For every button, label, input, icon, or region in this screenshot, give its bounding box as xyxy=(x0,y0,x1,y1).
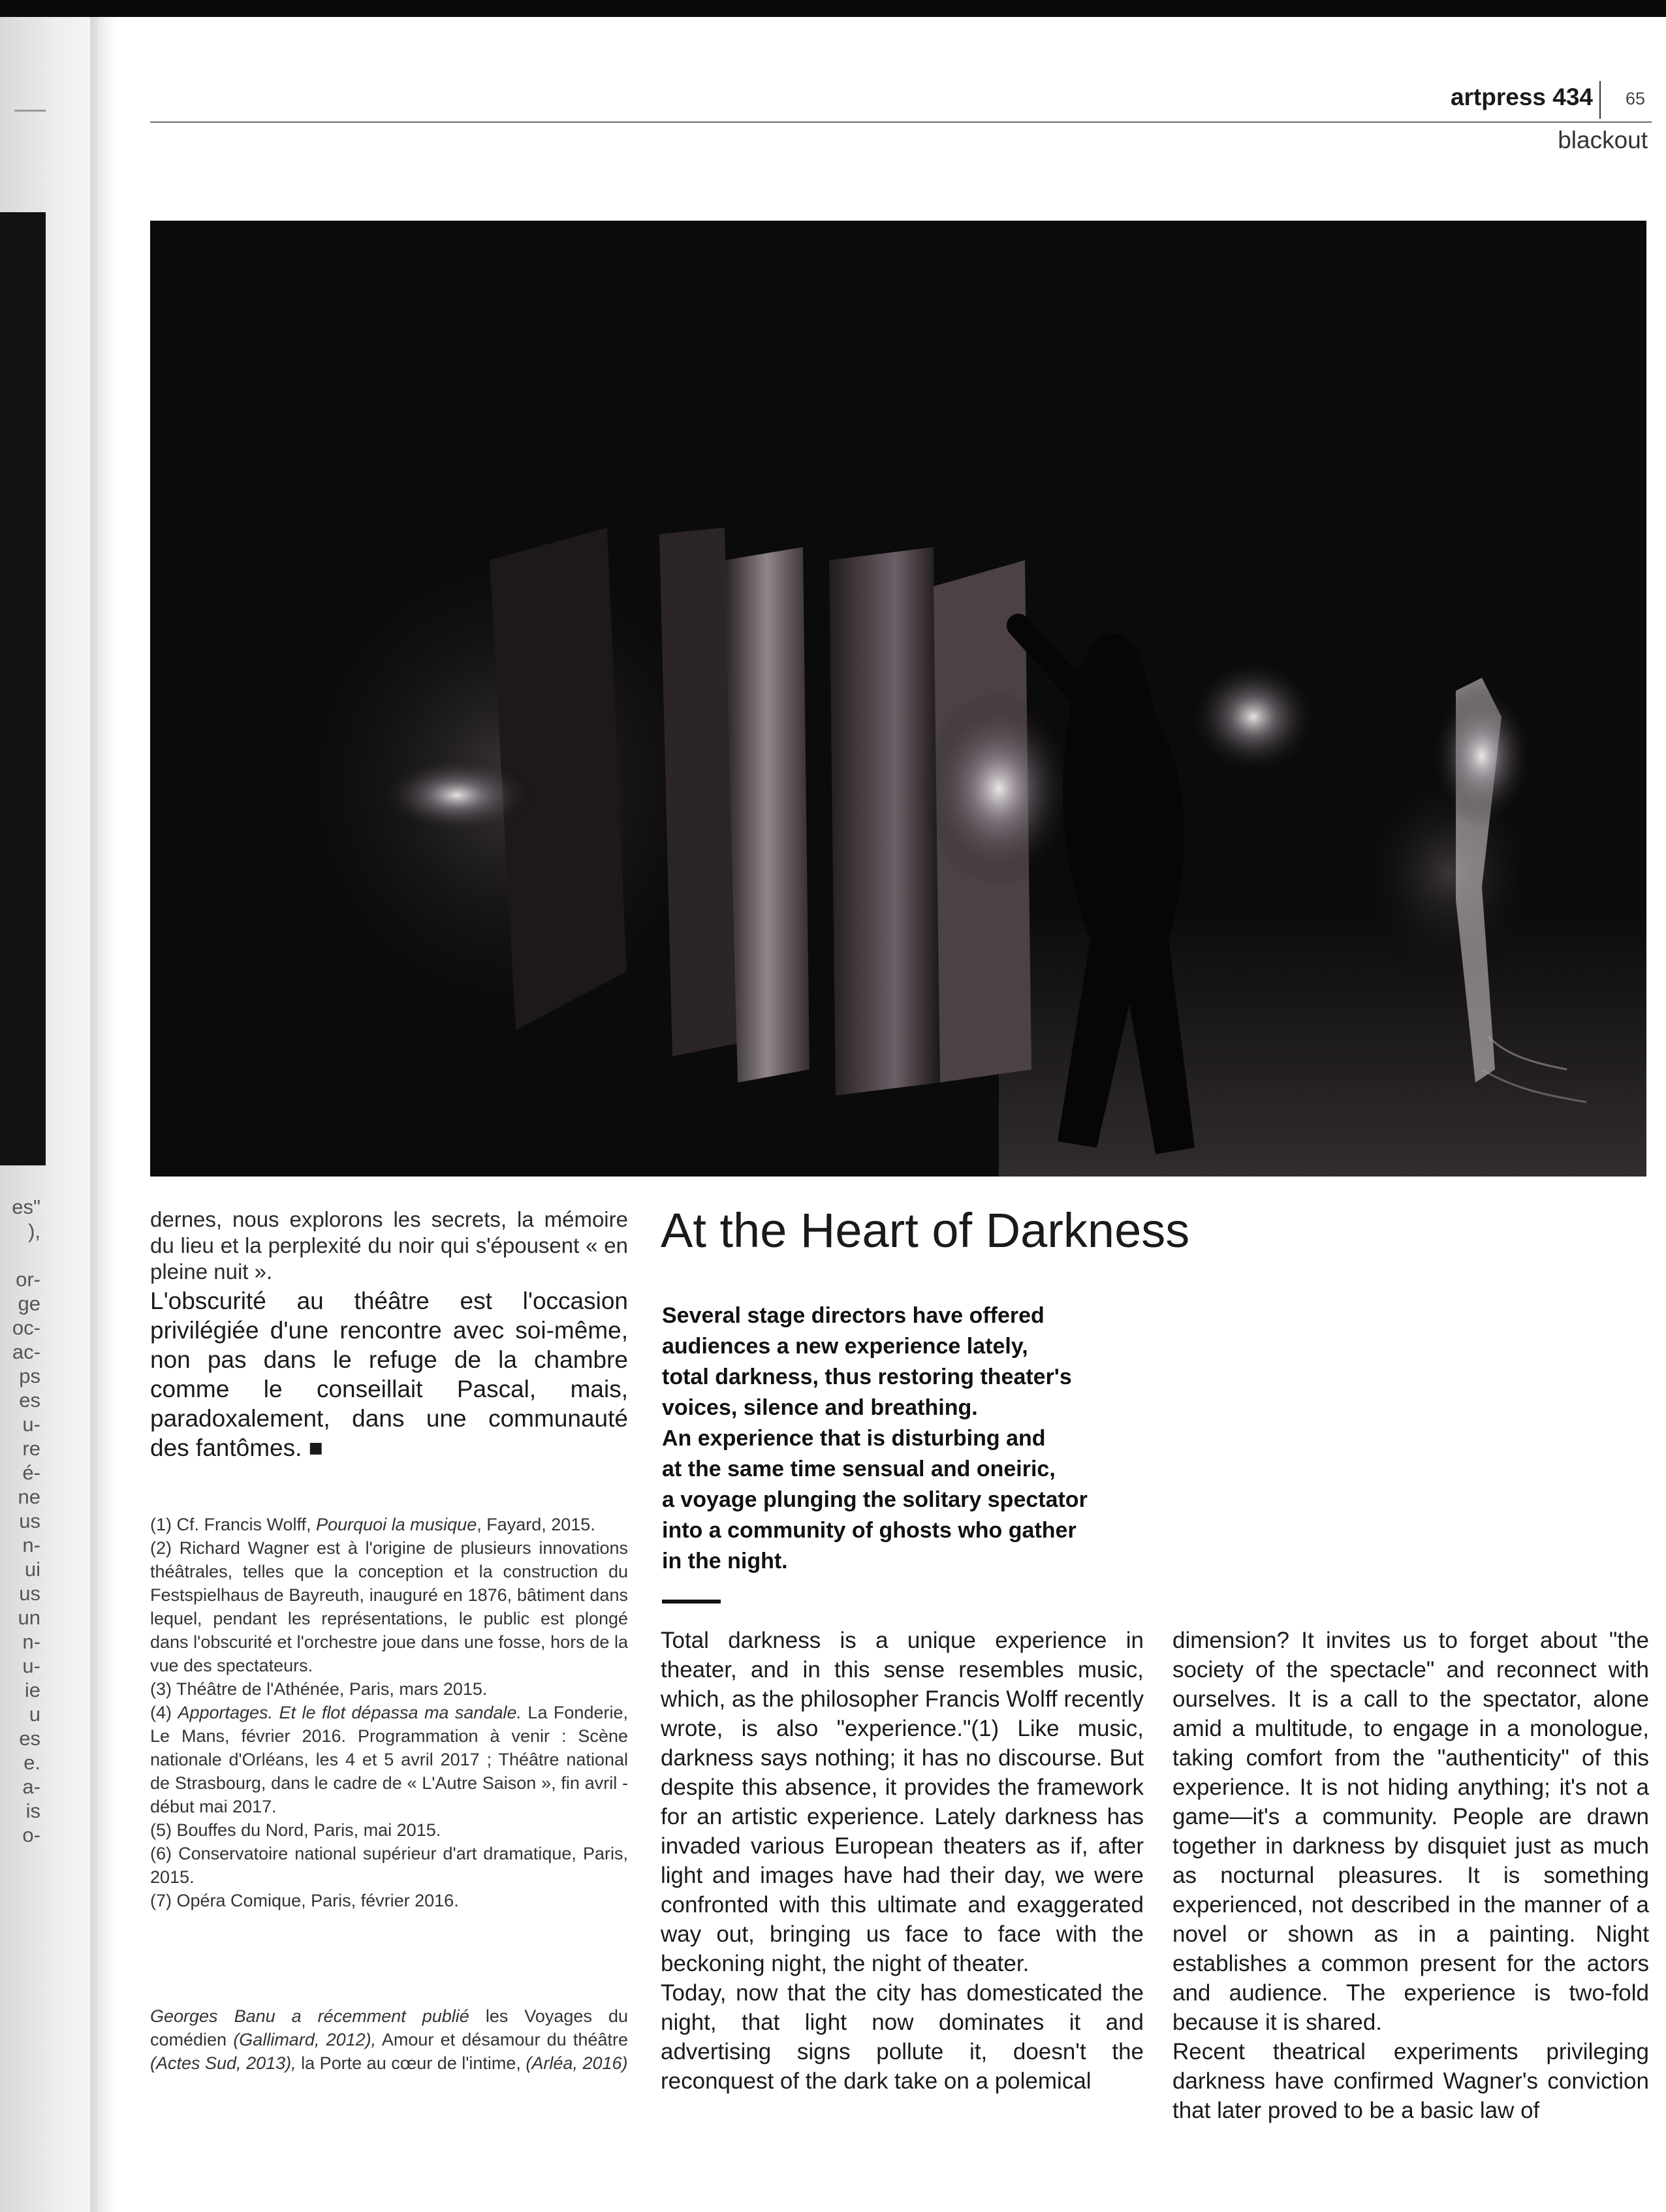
left-page-fragment: u xyxy=(29,1703,40,1726)
left-page-fragment: us xyxy=(19,1582,40,1605)
author-bio xyxy=(150,2004,628,2075)
footnote xyxy=(150,1701,628,1818)
standfirst-line: into a community of ghosts who gather xyxy=(662,1518,1077,1543)
standfirst-line: in the night. xyxy=(662,1549,788,1573)
body-column-2 xyxy=(1172,1626,1649,2125)
bio-text: Georges Banu a récemment publié xyxy=(150,2006,469,2026)
standfirst-line: a voyage plunging the solitary spectator xyxy=(662,1487,1088,1512)
left-page-fragment: us xyxy=(19,1509,40,1532)
left-page-fragment: es xyxy=(19,1389,40,1412)
left-page-photo-edge xyxy=(0,212,46,1165)
left-page-fragment: n- xyxy=(22,1534,40,1556)
footnote-title: Pourquoi la musique xyxy=(316,1515,477,1534)
standfirst-line: total darkness, thus restoring theater's xyxy=(662,1365,1072,1389)
left-page-fragment: e. xyxy=(24,1751,40,1774)
standfirst-line: An experience that is disturbing and xyxy=(662,1426,1046,1451)
article-standfirst xyxy=(662,1301,1132,1577)
left-page-fragment: o- xyxy=(22,1824,40,1846)
left-page-fragment: u- xyxy=(22,1654,40,1677)
left-page-fragment: ie xyxy=(24,1679,40,1701)
body-paragraph: Recent theatrical experiments privileging darkness have confirmed Wagner's conviction that later proved to be a basic law of xyxy=(1172,2039,1649,2123)
left-page-fragment: es xyxy=(19,1727,40,1750)
section-name: blackout xyxy=(1558,127,1648,153)
footnote xyxy=(150,1889,628,1912)
left-page-fragment: ge xyxy=(18,1292,40,1315)
footnote-text: (6) Conservatoire national supérieur d'art dramatique, Paris, 2015. xyxy=(150,1844,628,1887)
footnote xyxy=(150,1842,628,1889)
left-page-fragment: es" xyxy=(12,1195,40,1218)
bio-publisher: (Gallimard, 2012), xyxy=(233,2030,377,2049)
left-page-fragment: a- xyxy=(22,1775,40,1798)
bio-title: Amour et désamour du théâtre xyxy=(376,2030,628,2049)
left-page-fragment: oc- xyxy=(12,1316,40,1339)
standfirst-line: Several stage directors have offered xyxy=(662,1303,1045,1328)
left-page-fragment: ), xyxy=(28,1220,40,1242)
footnote-text: (1) Cf. Francis Wolff, xyxy=(150,1515,317,1534)
left-page-fragment: re xyxy=(22,1437,40,1460)
section-divider xyxy=(662,1600,721,1604)
left-page-fragment: n- xyxy=(22,1630,40,1653)
footnote xyxy=(150,1513,628,1536)
standfirst-line: voices, silence and breathing. xyxy=(662,1395,978,1420)
article-title: At the Heart of Darkness xyxy=(661,1203,1190,1257)
header-rule xyxy=(150,121,1652,123)
footnote xyxy=(150,1818,628,1842)
left-page-fragment xyxy=(0,1243,40,1267)
left-page-fragment: un xyxy=(18,1606,40,1629)
left-page-fragment: ui xyxy=(24,1558,40,1581)
footnote xyxy=(150,1677,628,1701)
header-separator xyxy=(1599,81,1601,119)
footnote-text: (2) Richard Wagner est à l'origine de plusieurs innovations théâtrales, telles que la conception et la construction du Festspielhaus de Bayreuth, inauguré en 1876, bâtiment dans lequel, pendant les représentations, le public est plongé dans l'obscurité et l'orchestre joue dans une fosse, hors de la vue des spectateurs. xyxy=(150,1538,628,1675)
page-number: 65 xyxy=(1626,89,1646,108)
footnote-text: , Fayard, 2015. xyxy=(477,1515,595,1534)
body-paragraph: Today, now that the city has domesticated the night, that light now dominates it and advertising signs pollute it, doesn't the reconquest of the dark take on a polemical xyxy=(661,1980,1144,2094)
left-page-fragment: or- xyxy=(16,1268,40,1291)
footnote-text: (5) Bouffes du Nord, Paris, mai 2015. xyxy=(150,1820,441,1840)
bio-publisher: (Arléa, 2016) xyxy=(526,2053,628,2073)
left-page-fragment: is xyxy=(25,1799,40,1822)
standfirst-line: audiences a new experience lately, xyxy=(662,1334,1028,1359)
left-page-fragment: ne xyxy=(18,1485,40,1508)
stage-photo xyxy=(150,221,1646,1177)
bio-title: les Voyages du comédien xyxy=(150,2006,628,2049)
left-page-text-fragments xyxy=(0,1195,40,1847)
bio-publisher: (Actes Sud, 2013), xyxy=(150,2053,296,2073)
magazine-brand: artpress 434 xyxy=(1450,84,1593,110)
body-paragraph: Total darkness is a unique experience in theater, and in this sense resembles music, which, as the philosopher Francis Wolff recently wrote, is also "experience."(1) Like music, darkness says nothing; it has no discourse. But despite this absence, it provides the framework for an artistic experience. Lately darkness has invaded various European theaters as if, after light and images have had their day, we were confronted with this ultimate and exaggerated way out, bringing us face to face with the beckoning night, the night of theater. xyxy=(661,1628,1144,1976)
left-page-rule xyxy=(14,110,46,112)
footnote-text: La Fonderie, Le Mans, février 2016. Programmation à venir : Scène nationale d'Orléans, les 4 et 5 avril 2017 ; Théâtre national de Strasbourg, dans le cadre de « L'Autre Saison », fin avril - début mai 2017. xyxy=(150,1703,628,1816)
left-page-fragment: ac- xyxy=(12,1340,40,1363)
footnote-text: (4) xyxy=(150,1703,178,1722)
footnote-title: Apportages. Et le flot dépassa ma sandale. xyxy=(178,1703,522,1722)
left-page-fragment: é- xyxy=(22,1461,40,1484)
footnote-text: (7) Opéra Comique, Paris, février 2016. xyxy=(150,1891,459,1910)
left-page-fragment: u- xyxy=(22,1413,40,1436)
french-body-text: L'obscurité au théâtre est l'occasion privilégiée d'une rencontre avec soi-même, non pas dans le refuge de la chambre comme le conseillait Pascal, mais, paradoxalement, dans une communauté des fantômes. ■ xyxy=(150,1288,628,1461)
standfirst-line: at the same time sensual and oneiric, xyxy=(662,1457,1056,1481)
top-scan-edge xyxy=(0,0,1666,17)
french-intro-text: dernes, nous explorons les secrets, la mémoire du lieu et la perplexité du noir qui s'épousent « en pleine nuit ». xyxy=(150,1207,628,1284)
footnote-text: (3) Théâtre de l'Athénée, Paris, mars 2015. xyxy=(150,1679,488,1699)
body-column-1 xyxy=(661,1626,1144,2096)
body-paragraph: dimension? It invites us to forget about "the society of the spectacle" and reconnect with ourselves. It is a call to the spectator, alone amid a multitude, to engage in a monologue, taking comfort from the "authenticity" of this experience. It is not hiding anything; it's not a game—it's a community. People are drawn together in darkness by disquiet just as much as nocturnal pleasures. It is something experienced, not described in the manner of a novel or shown as in a painting. Night establishes a common present for the actors and audience. The experience is two-fold because it is shared. xyxy=(1172,1628,1649,2035)
footnote xyxy=(150,1536,628,1677)
left-page-fragment: ps xyxy=(19,1365,40,1387)
footnotes xyxy=(150,1513,628,1912)
page-fold-shadow xyxy=(90,0,116,2212)
bio-title: la Porte au cœur de l'intime, xyxy=(296,2053,526,2073)
